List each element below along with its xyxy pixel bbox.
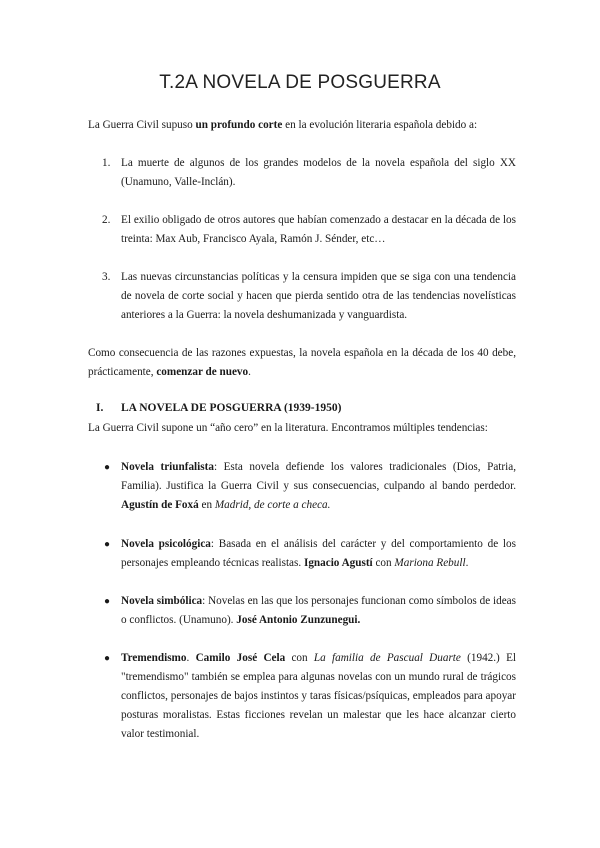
intro-bold-text: un profundo corte xyxy=(195,119,283,131)
tendency-work: Mariona Rebull xyxy=(394,557,466,569)
document-title: T.2A NOVELA DE POSGUERRA xyxy=(159,72,441,93)
tendency-text: : Novelas en las que los personajes funcionan como símbolos de ideas o conflictos. (Unamuno). xyxy=(121,595,516,626)
reason-item-1 xyxy=(88,154,516,192)
tremendismo-text: (1942.) El "tremendismo" también se emplea para algunas novelas con un mundo rural de trágicos conflictos, personajes de bajos instintos y taras físicas/psíquicas, empleados para apoyar posturas moralistas. Estas ficciones revelan un malestar que les hace alcanzar cierto valor testimonial. xyxy=(121,652,517,740)
tendency-text: : Esta novela defiende los valores tradicionales (Dios, Patria, Familia). Justifica la Guerra Civil y sus consecuencias, culpando al bando perdedor. xyxy=(121,461,516,492)
consequence-text-after: . xyxy=(248,366,251,378)
consequence-paragraph xyxy=(88,344,516,382)
tendency-work: Madrid, de corte a checa. xyxy=(214,499,331,511)
reason-text: Las nuevas circunstancias políticas y la censura impiden que se siga con una tendencia de novela de corte social y hacen que pierda sentido otra de las tendencias novelísticas anteriores a la Guerra: la novela deshumanizada y vanguardista. xyxy=(121,271,516,321)
tremendismo-connector: con xyxy=(285,652,314,664)
tendency-name: Novela psicológica xyxy=(121,538,211,550)
tremendismo-name: Tremendismo xyxy=(121,652,187,664)
tendency-item-psicologica xyxy=(88,535,516,573)
intro-text-after: en la evolución literaria española debido a: xyxy=(282,119,478,131)
reason-item-2 xyxy=(88,211,516,249)
tremendismo-work: La familia de Pascual Duarte xyxy=(313,652,461,664)
reason-text: La muerte de algunos de los grandes modelos de la novela española del siglo XX (Unamuno, Valle-Inclán). xyxy=(121,157,516,188)
reason-number: 3. xyxy=(102,271,111,283)
tendency-tail: . xyxy=(465,557,469,569)
tremendismo-sep: . xyxy=(186,652,196,664)
tendency-item-tremendismo xyxy=(88,649,516,744)
intro-paragraph xyxy=(88,116,516,135)
intro-text-before: La Guerra Civil supuso xyxy=(88,119,196,131)
tendency-author: Ignacio Agustí xyxy=(303,557,373,569)
reason-item-3 xyxy=(88,268,516,325)
tendency-connector: en xyxy=(198,499,215,511)
bullet-icon: ● xyxy=(104,653,111,664)
section-title: LA NOVELA DE POSGUERRA (1939-1950) xyxy=(121,402,342,414)
section-intro: La Guerra Civil supone un “año cero” en la literatura. Encontramos múltiples tendencias: xyxy=(88,422,488,434)
tendency-item-triunfalista xyxy=(88,458,516,515)
bullet-icon: ● xyxy=(104,462,111,473)
tendency-name: Novela triunfalista xyxy=(121,461,214,473)
reason-number: 1. xyxy=(102,157,111,169)
consequence-text-before: Como consecuencia de las razones expuestas, la novela española en la década de los 40 debe, prácticamente, xyxy=(88,347,516,378)
tendency-item-simbolica xyxy=(88,592,516,630)
tendency-connector: con xyxy=(372,557,395,569)
reason-number: 2. xyxy=(102,214,111,226)
bullet-icon: ● xyxy=(104,596,111,607)
bullet-icon: ● xyxy=(104,539,111,550)
section-heading xyxy=(96,402,341,414)
tendency-text: : Basada en el análisis del carácter y del comportamiento de los personajes empleando técnicas realistas. xyxy=(121,538,516,569)
tendency-author: Agustín de Foxá xyxy=(121,499,199,511)
reason-text: El exilio obligado de otros autores que habían comenzado a destacar en la década de los treinta: Max Aub, Francisco Ayala, Ramón J. Sénder, etc… xyxy=(121,214,516,245)
consequence-bold-text: comenzar de nuevo xyxy=(156,366,249,378)
tendency-name: Novela simbólica xyxy=(121,595,203,607)
tremendismo-author: Camilo José Cela xyxy=(195,652,286,664)
section-number: I. xyxy=(96,402,104,414)
tendency-author: José Antonio Zunzunegui. xyxy=(236,614,361,626)
